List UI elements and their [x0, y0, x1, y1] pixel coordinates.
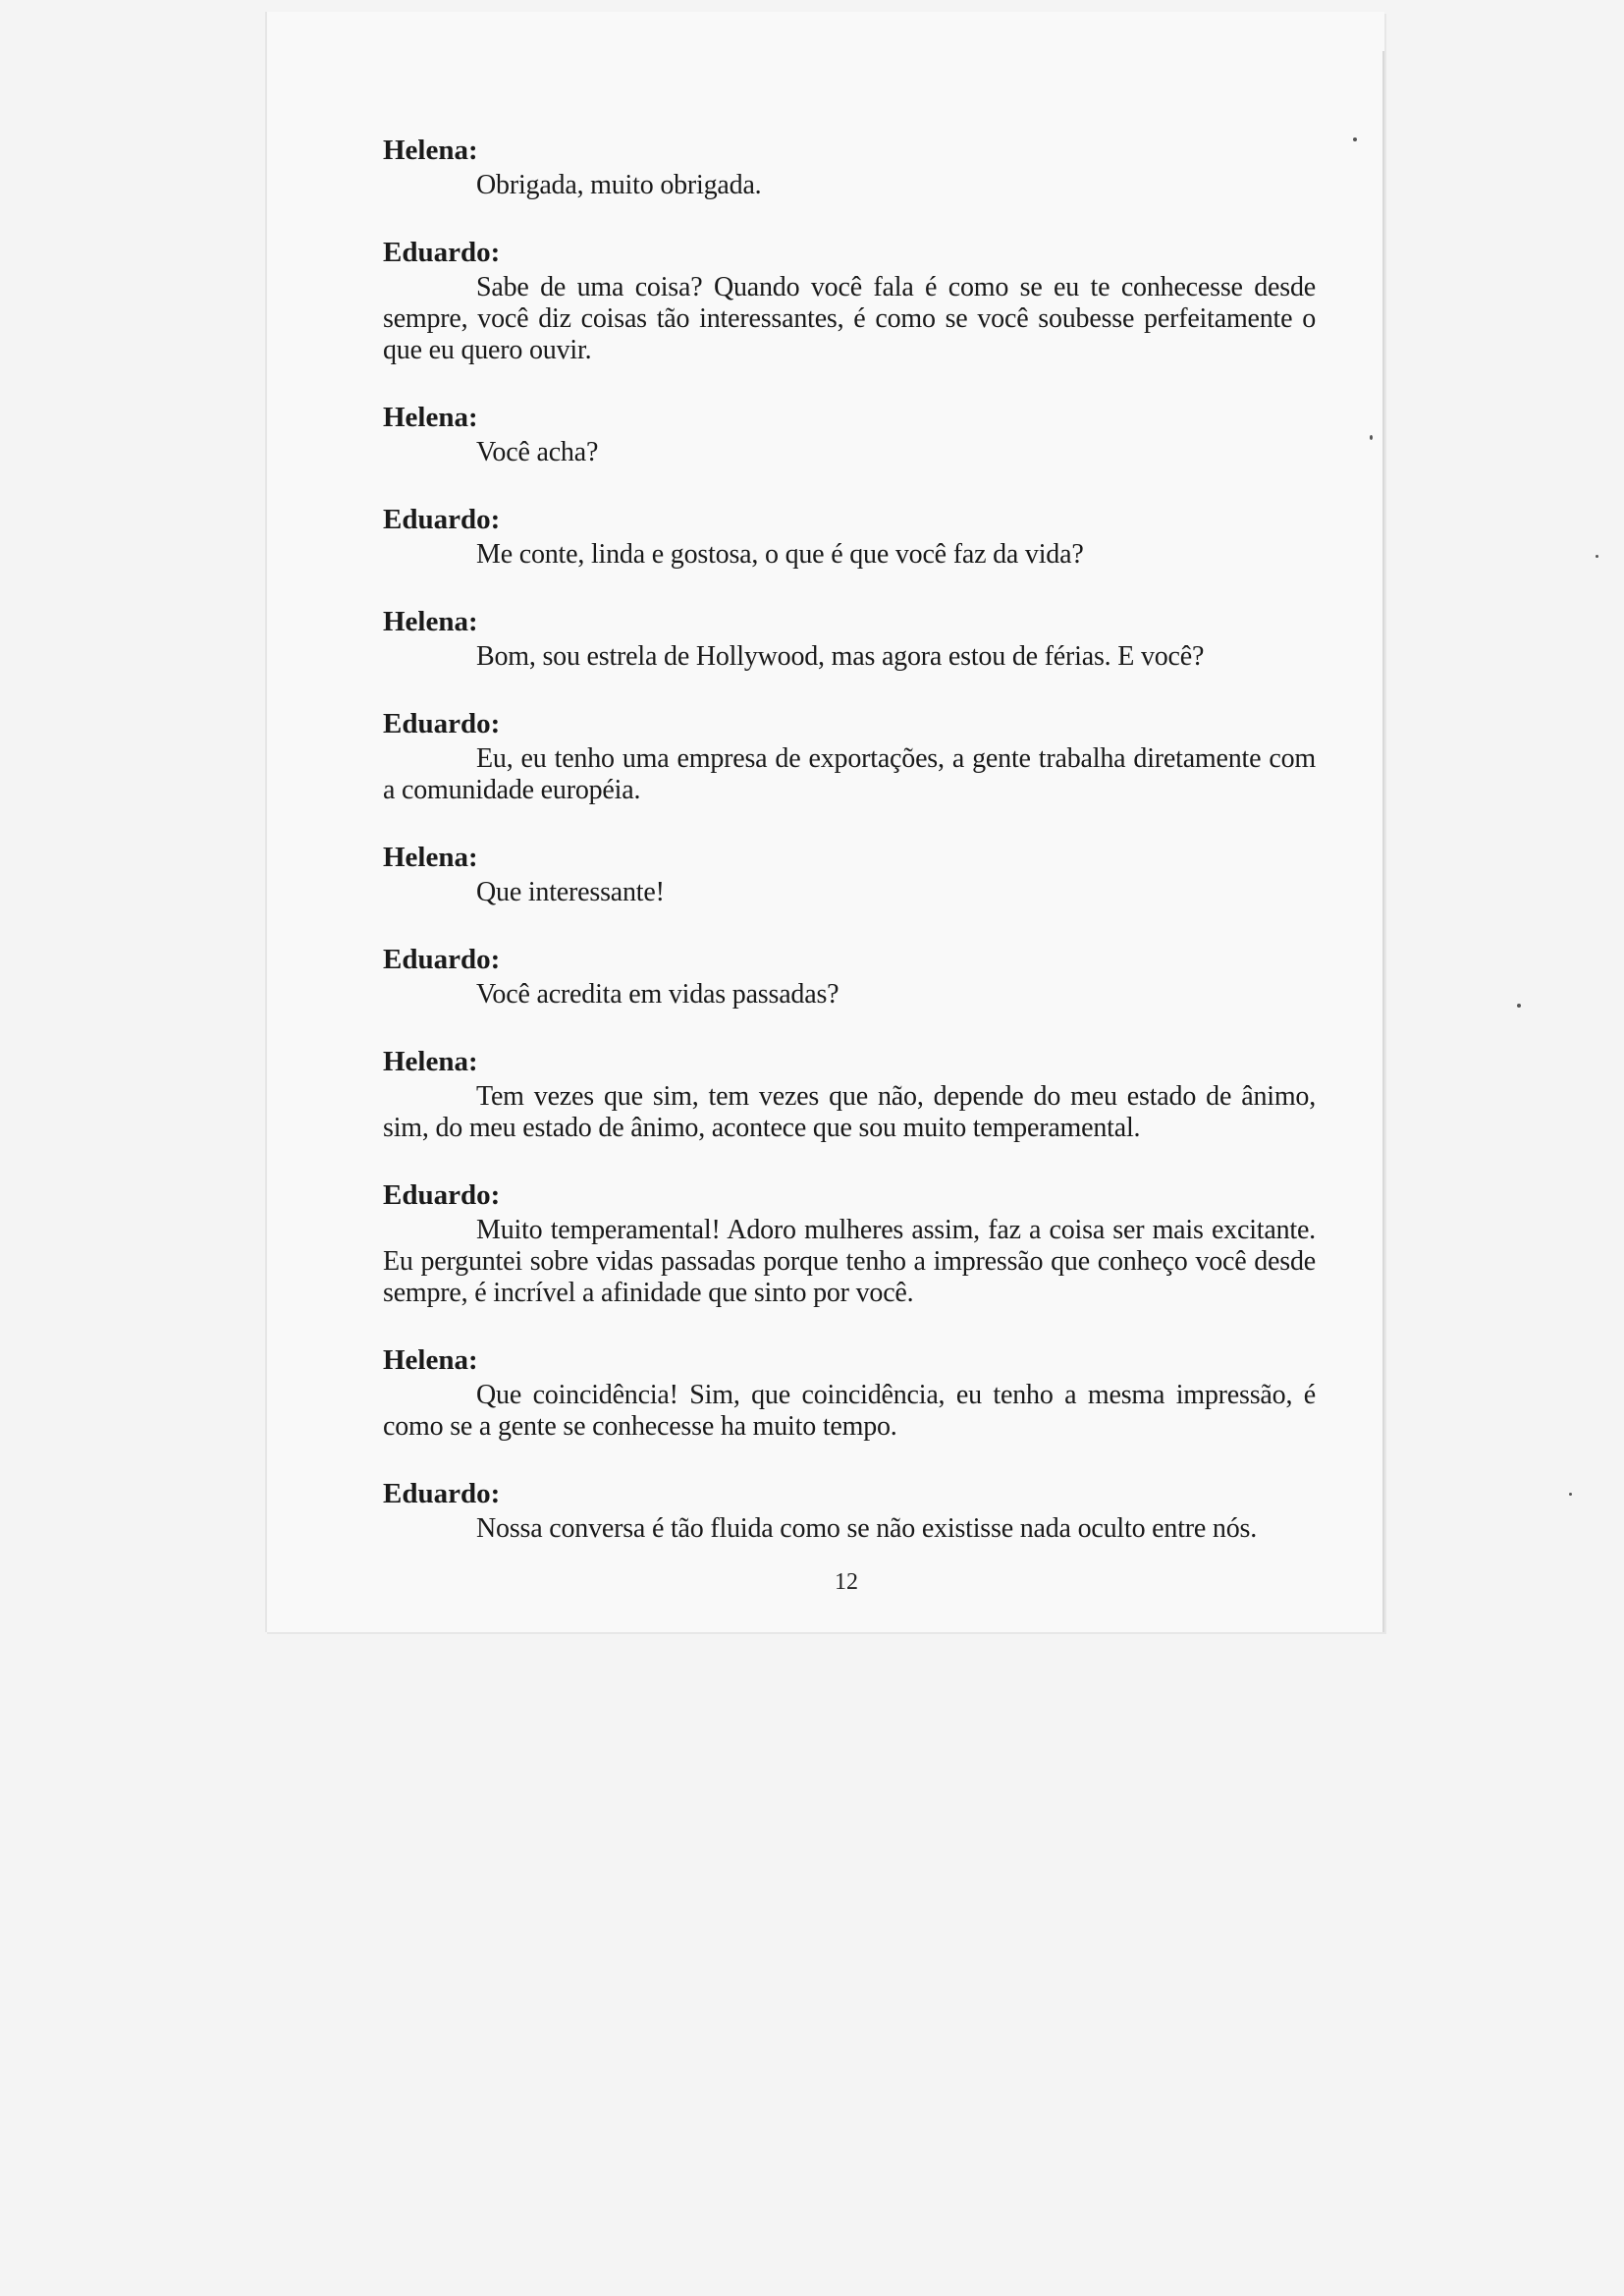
speech-text: Tem vezes que sim, tem vezes que não, depende do meu estado de ânimo, sim, do meu estado de ânimo, acontece que sou muito temperamental.: [383, 1081, 1316, 1143]
dialogue-turn: [383, 1177, 1316, 1309]
dialogue-turn: [383, 1342, 1316, 1443]
dialogue-turn: [383, 133, 1316, 201]
speaker-name: Eduardo:: [383, 237, 501, 268]
dialogue-turn: [383, 1476, 1316, 1545]
scan-speck: [1353, 137, 1357, 141]
speaker-name: Helena:: [383, 842, 478, 873]
speech-text: Me conte, linda e gostosa, o que é que você faz da vida?: [476, 539, 1084, 570]
page-number: 12: [835, 1569, 858, 1595]
speech-text: Você acha?: [476, 437, 599, 467]
speech-text: Você acredita em vidas passadas?: [476, 979, 839, 1010]
speech-text: Bom, sou estrela de Hollywood, mas agora estou de férias. E você?: [476, 641, 1205, 672]
speaker-name: Helena:: [383, 135, 478, 166]
dialogue-turn: [383, 840, 1316, 908]
speaker-name: Helena:: [383, 606, 478, 637]
speaker-name: Helena:: [383, 1344, 478, 1376]
speaker-name: Eduardo:: [383, 1179, 501, 1211]
speaker-name: Eduardo:: [383, 708, 501, 739]
dialogue-content: [383, 133, 1316, 1578]
scan-speck: [1517, 1004, 1521, 1008]
speech-text: Que interessante!: [476, 877, 665, 907]
scan-speck: [1370, 435, 1373, 440]
dialogue-turn: [383, 235, 1316, 366]
scan-speck: [1596, 555, 1598, 558]
speaker-name: Helena:: [383, 1046, 478, 1077]
speaker-name: Eduardo:: [383, 1478, 501, 1509]
speaker-name: Eduardo:: [383, 944, 501, 975]
speech-text: Sabe de uma coisa? Quando você fala é como se eu te conhecesse desde sempre, você diz coisas tão interessantes, é como se você soubesse perfeitamente o que eu quero ouvir.: [383, 272, 1316, 365]
scan-speck: [1569, 1493, 1572, 1496]
dialogue-turn: [383, 942, 1316, 1011]
dialogue-turn: [383, 1044, 1316, 1144]
speech-text: Muito temperamental! Adoro mulheres assim, faz a coisa ser mais excitante. Eu perguntei sobre vidas passadas porque tenho a impressão que conheço você desde sempre, é incrível a afinidade que sinto por você.: [383, 1215, 1316, 1308]
dialogue-turn: [383, 706, 1316, 806]
speech-text: Obrigada, muito obrigada.: [476, 170, 762, 200]
dialogue-turn: [383, 604, 1316, 673]
speaker-name: Helena:: [383, 402, 478, 433]
speaker-name: Eduardo:: [383, 504, 501, 535]
speech-text: Eu, eu tenho uma empresa de exportações, a gente trabalha diretamente com a comunidade européia.: [383, 743, 1316, 805]
dialogue-turn: [383, 502, 1316, 571]
dialogue-turn: [383, 400, 1316, 468]
speech-text: Nossa conversa é tão fluida como se não existisse nada oculto entre nós.: [476, 1513, 1258, 1544]
speech-text: Que coincidência! Sim, que coincidência, eu tenho a mesma impressão, é como se a gente se conhecesse ha muito tempo.: [383, 1380, 1316, 1442]
